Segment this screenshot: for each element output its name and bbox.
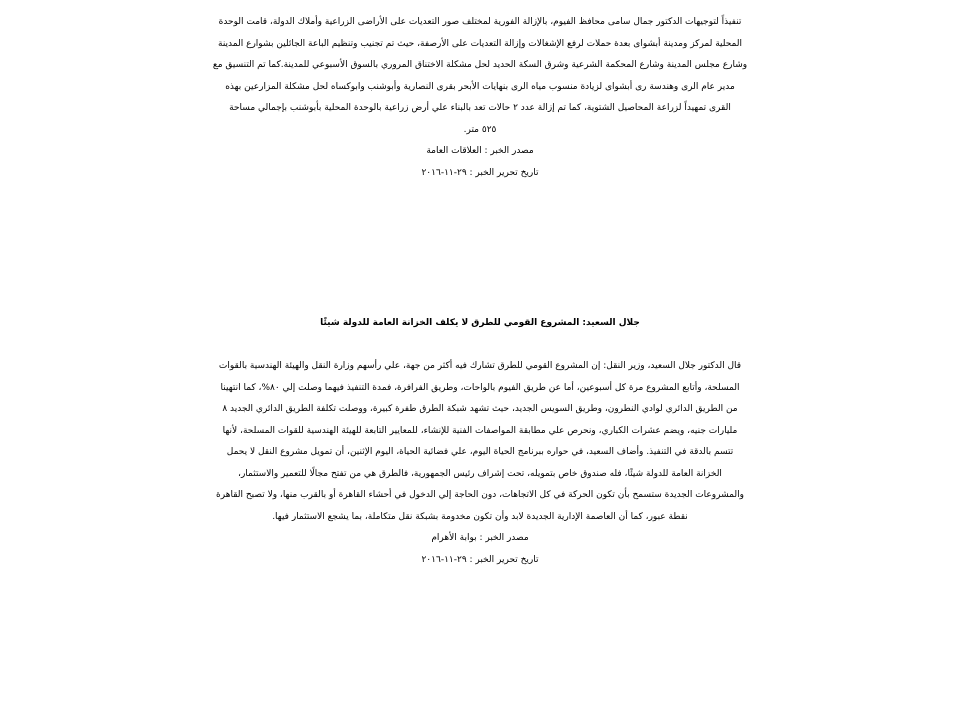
article-body-line: ٥٢٥ متر. bbox=[463, 124, 497, 135]
article-source: مصدر الخبر : بوابة الأهرام bbox=[431, 533, 529, 543]
article-date: تاريخ تحرير الخبر : ٢٩-١١-٢٠١٦ bbox=[421, 167, 539, 178]
article-body-line: قال الدكتور جلال السعيد، وزير النقل: إن المشروع القومي للطرق تشارك فيه أكثر من جهة، علي رأسهم وزارة النقل والهيئة الهندسية بالقوات bbox=[218, 361, 742, 371]
article-body-line: المسلحة، وأتابع المشروع مرة كل أسبوعين، أما عن طريق الفيوم بالواحات، وطريق الفرافرة، فمدة التنفيذ فيهما وصلت إلي ٨٠%، كما انتهينا bbox=[220, 382, 740, 393]
article-source: مصدر الخبر : العلاقات العامة bbox=[426, 146, 534, 156]
article-body-line: تتسم بالدقة في التنفيذ. وأضاف السعيد، في حواره ببرنامج الحياة اليوم، علي فضائية الحياة، اليوم الإثنين، أن تمويل مشروع النقل لا يحمل bbox=[226, 447, 734, 457]
news-article-abshway bbox=[20, 12, 940, 184]
news-article-roads bbox=[20, 312, 940, 571]
article-body-line: القرى تمهيداً لزراعة المحاصيل الشتوية، كما تم إزالة عدد ٢ حالات تعد بالبناء علي أرض زراعية بالوحدة المحلية بأبوشنب بإجمالي مساحة bbox=[229, 103, 731, 113]
article-body-line: وشارع مجلس المدينة وشارع المحكمة الشرعية وشرق السكة الحديد لحل مشكلة الاختناق المروري بالسوق الأسبوعي للمدينة.كما تم التنسيق مع bbox=[212, 60, 748, 70]
article-body-line: مدير عام الرى وهندسة رى أبشواى لزيادة منسوب مياه الرى بنهايات الأبحر بقرى النصارية وأبوشنب وابوكساه لحل مشكلة المزارعين بهذه bbox=[225, 81, 735, 92]
article-body-line: والمشروعات الجديدة ستسمح بأن تكون الحركة في كل الاتجاهات، دون الحاجة إلي الدخول في أحشاء القاهرة أو بالقرب منها، ولا تصبح القاهرة bbox=[216, 490, 744, 500]
article-body-line: الخزانة العامة للدولة شيئًا، فله صندوق خاص بتمويله، تحت إشراف رئيس الجمهورية، فالطرق هي من تفتح مجالًا للتعمير والاستثمار، bbox=[238, 468, 722, 479]
article-body-line: المحلية لمركز ومدينة أبشواى بعدة حملات لرفع الإشغالات وإزالة التعديات على الأرصفة، حيث تم تجنيب وتنظيم الباعة الجائلين بشوارع المدينة bbox=[218, 38, 742, 49]
article-body-line: تنفيذاً لتوجيهات الدكتور جمال سامى محافظ الفيوم، بالإزالة الفورية لمختلف صور التعديات على الأراضى الزراعية وأملاك الدولة، قامت الوحدة bbox=[218, 17, 742, 27]
article-body-line: مليارات جنيه، ويضم عشرات الكباري، ونحرص علي مطابقة المواصفات الفنية للإنشاء، للمعايير التابعة للهيئة الهندسية للقوات المسلحة، لأنها bbox=[222, 425, 738, 436]
article-title: جلال السعيد: المشروع القومي للطرق لا يكلف الخزانة العامة للدولة شيئًا bbox=[320, 318, 640, 328]
article-body-line: نقطة عبور، كما أن العاصمة الإدارية الجديدة لابد وأن تكون مخدومة بشبكة نقل متكاملة، بما يشجع الاستثمار فيها. bbox=[272, 511, 688, 522]
article-body-line: من الطريق الدائري لوادي النطرون، وطريق السويس الجديد، حيث تشهد شبكة الطرق طفرة كبيرة، ووصلت تكلفة الطريق الدائري الجديد ٨ bbox=[222, 404, 738, 414]
article-date: تاريخ تحرير الخبر : ٢٩-١١-٢٠١٦ bbox=[421, 554, 539, 565]
title-spacer bbox=[20, 334, 940, 356]
